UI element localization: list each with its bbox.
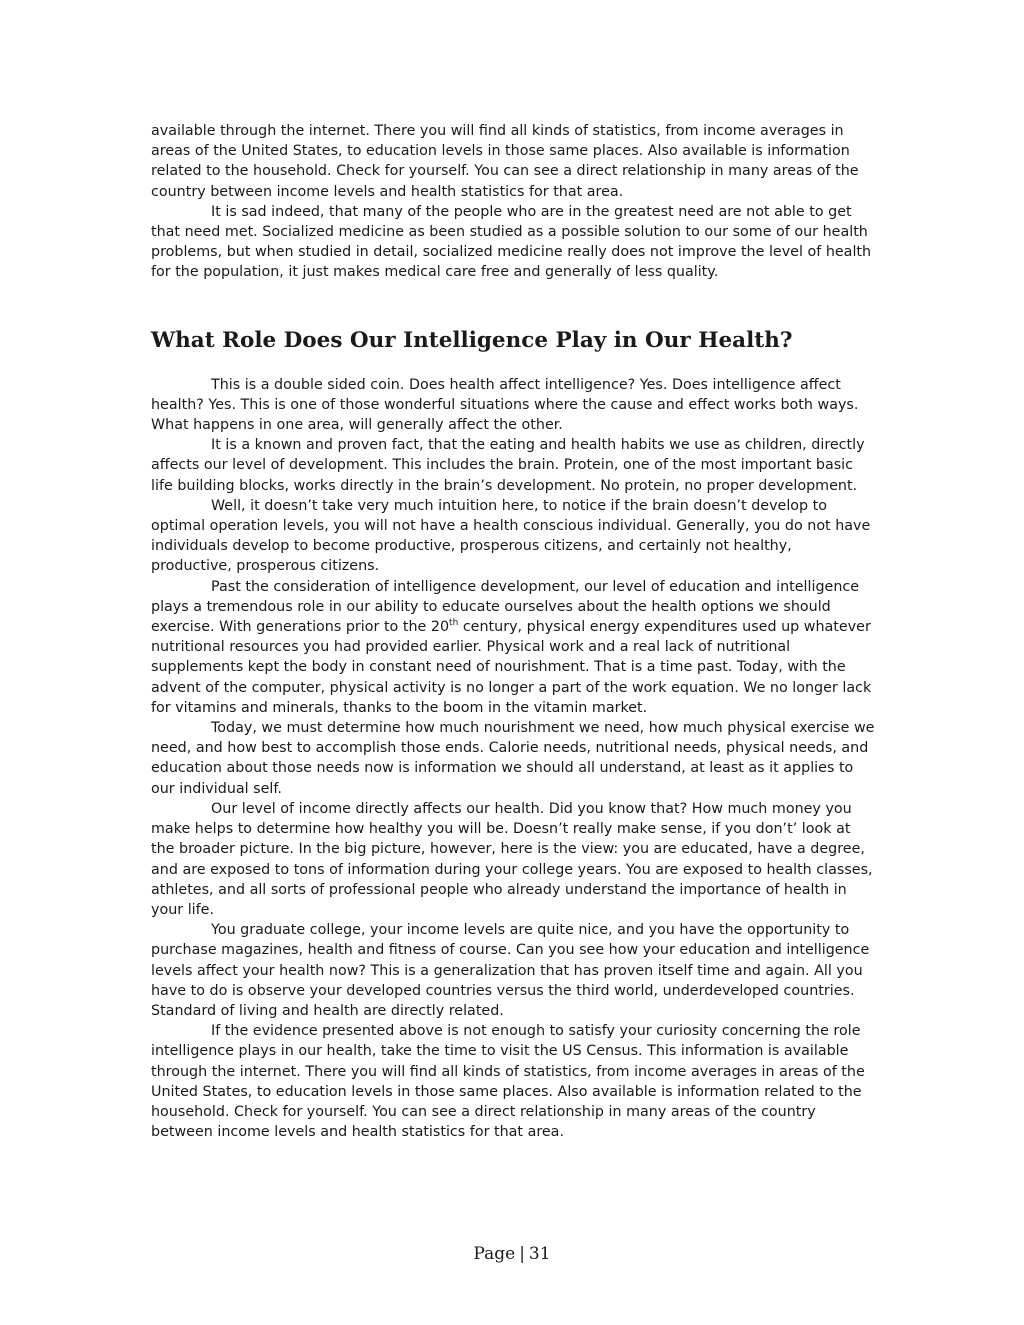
page-label: Page (473, 1244, 516, 1264)
paragraph: Today, we must determine how much nourishment we need, how much physical exercise we need, and how best to accomplish those ends. Calorie needs, nutritional needs, physical needs, and education about those needs now is information we should all understand, at least as it applies to our individual self. (151, 720, 875, 797)
page-separator: | (519, 1244, 525, 1264)
paragraph-text: century, physical energy expenditures used up whatever nutritional resources you had provided earlier. Physical work and a real lack of nutritional supplements kept the body in constant need of nourishment. That is a time past. Today, with the advent of the computer, physical activity is no longer a part of the work equation. We no longer lack for vitamins and minerals, thanks to the boom in the vitamin market. (151, 619, 872, 716)
page-number: 31 (528, 1244, 551, 1264)
paragraph: Our level of income directly affects our health. Did you know that? How much money you make helps to determine how healthy you will be. Doesn’t really make sense, if you don’t’ look at the broader picture. In the big picture, however, here is the view: you are educated, have a degree, and are exposed to tons of information during your college years. You are exposed to health classes, athletes, and all sorts of professional people who already understand the importance of health in your life. (151, 800, 873, 918)
paragraph (151, 577, 875, 718)
paragraph: It is sad indeed, that many of the people who are in the greatest need are not able to get that need met. Socialized medicine as been studied as a possible solution to our some of our health problems, but when studied in detail, socialized medicine really does not improve the level of health for the population, it just makes medical care free and generally of less quality. (151, 203, 872, 281)
paragraph-continued: available through the internet. There you will find all kinds of statistics, from income averages in areas of the United States, to education levels in those same places. Also available is information related to the household. Check for yourself. You can see a direct relationship in many areas of the country between income levels and health statistics for that area. (151, 123, 859, 200)
page-body (151, 121, 875, 1142)
paragraph-text: Past the consideration of intelligence development, our level of education and intelligence plays a tremendous role in our ability to educate ourselves about the health options we should exercise. With generations prior to the 20 (151, 578, 860, 636)
superscript: th (449, 618, 459, 629)
paragraph: This is a double sided coin. Does health affect intelligence? Yes. Does intelligence affect health? Yes. This is one of those wonderful situations where the cause and effect works both ways. What happens in one area, will generally affect the other. (151, 376, 859, 434)
section-heading: What Role Does Our Intelligence Play in Our Health? (151, 327, 793, 353)
paragraph: Well, it doesn’t take very much intuition here, to notice if the brain doesn’t develop to optimal operation levels, you will not have a health conscious individual. Generally, you do not have individuals develop to become productive, prosperous citizens, and certainly not healthy, productive, prosperous citizens. (151, 497, 871, 575)
spacer (151, 356, 875, 375)
paragraph: You graduate college, your income levels are quite nice, and you have the opportunity to purchase magazines, health and fitness of course. Can you see how your education and intelligence levels affect your health now? This is a generalization that has proven itself time and again. All you have to do is observe your developed countries versus the third world, underdeveloped countries. Standard of living and health are directly related. (151, 922, 870, 1019)
page-footer (0, 1242, 1024, 1266)
paragraph: If the evidence presented above is not enough to satisfy your curiosity concerning the role intelligence plays in our health, take the time to visit the US Census. This information is available through the internet. There you will find all kinds of statistics, from income averages in areas of the United States, to education levels in those same places. Also available is information related to the household. Check for yourself. You can see a direct relationship in many areas of the country between income levels and health statistics for that area. (151, 1023, 865, 1141)
spacer (151, 283, 875, 326)
paragraph: It is a known and proven fact, that the eating and health habits we use as children, directly affects our level of development. This includes the brain. Protein, one of the most important basic life building blocks, works directly in the brain’s development. No protein, no proper development. (151, 437, 865, 494)
